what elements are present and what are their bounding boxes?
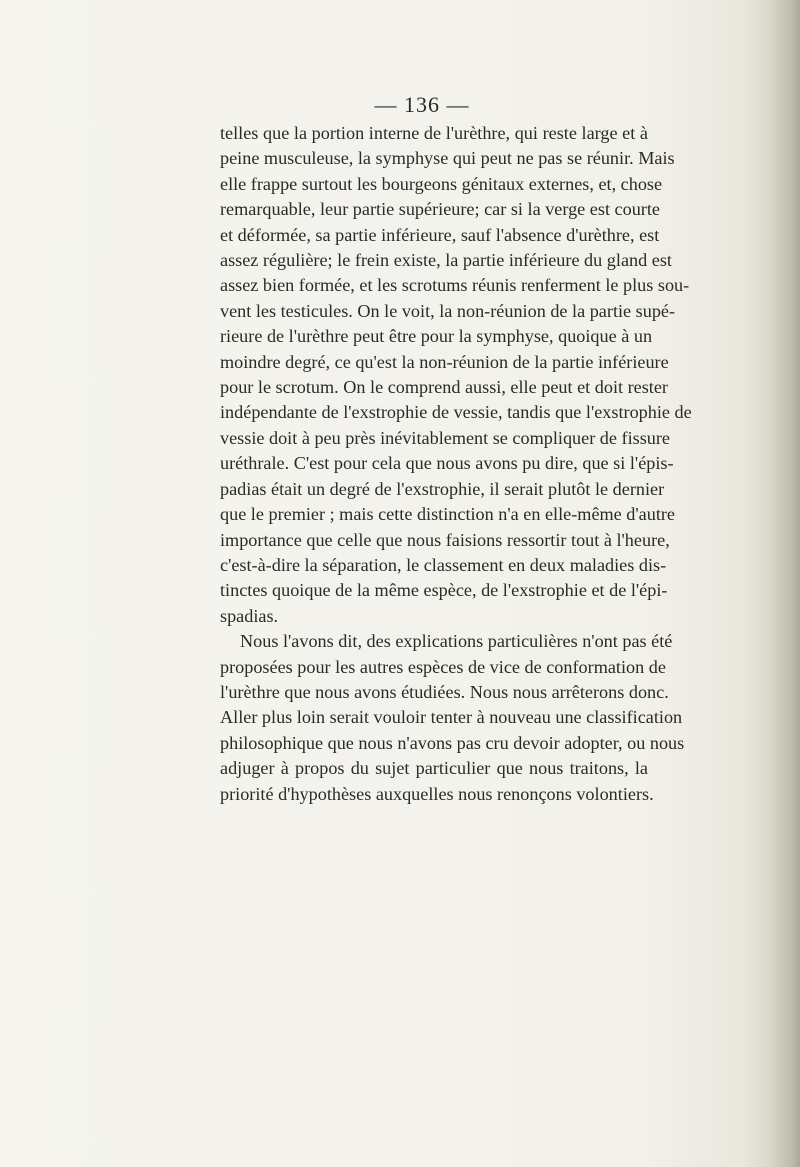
text-line: assez régulière; le frein existe, la partie inférieure du gland est: [220, 250, 672, 271]
paragraph-1: [220, 121, 692, 629]
text-line: remarquable, leur partie supérieure; car si la verge est courte: [220, 199, 660, 220]
text-line: elle frappe surtout les bourgeons génitaux externes, et, chose: [220, 173, 663, 194]
body-text: [220, 121, 692, 807]
text-line: moindre degré, ce qu'est la non-réunion de la partie inférieure: [220, 351, 669, 372]
text-line: uréthrale. C'est pour cela que nous avons pu dire, que si l'épis-: [220, 453, 674, 474]
text-line: Aller plus loin serait vouloir tenter à nouveau une classification: [220, 707, 683, 728]
text-line: rieure de l'urèthre peut être pour la symphyse, quoique à un: [220, 326, 653, 347]
text-line: l'urèthre que nous avons étudiées. Nous nous arrêterons donc.: [220, 681, 669, 702]
page-number: — 136 —: [374, 92, 470, 117]
text-line: vessie doit à peu près inévitablement se compliquer de fissure: [220, 427, 671, 448]
text-line: assez bien formée, et les scrotums réunis renferment le plus sou-: [220, 275, 690, 296]
text-line: peine musculeuse, la symphyse qui peut ne pas se réunir. Mais: [220, 148, 675, 169]
text-line: et déformée, sa partie inférieure, sauf l'absence d'urèthre, est: [220, 224, 660, 245]
text-line: philosophique que nous n'avons pas cru devoir adopter, ou nous: [220, 732, 685, 753]
text-line: importance que celle que nous faisions ressortir tout à l'heure,: [220, 529, 670, 550]
text-line: proposées pour les autres espèces de vice de conformation de: [220, 656, 666, 677]
text-line: vent les testicules. On le voit, la non-réunion de la partie supé-: [220, 300, 676, 321]
text-line: spadias.: [220, 605, 279, 626]
text-line: adjuger à propos du sujet particulier que nous traitons, la: [220, 758, 648, 779]
text-line: telles que la portion interne de l'urèthre, qui reste large et à: [220, 123, 648, 143]
page-edge-shadow: [770, 0, 800, 1167]
text-line: que le premier ; mais cette distinction n'a en elle-même d'autre: [220, 504, 675, 525]
paragraph-2: [220, 629, 685, 807]
text-line: priorité d'hypothèses auxquelles nous renonçons volontiers.: [220, 783, 654, 804]
text-line: tinctes quoique de la même espèce, de l'exstrophie et de l'épi-: [220, 580, 668, 601]
text-line: Nous l'avons dit, des explications particulières n'ont pas été: [240, 631, 673, 652]
text-line: indépendante de l'exstrophie de vessie, tandis que l'exstrophie de: [220, 402, 692, 423]
text-line: c'est-à-dire la séparation, le classement en deux maladies dis-: [220, 554, 667, 575]
text-line: pour le scrotum. On le comprend aussi, elle peut et doit rester: [220, 377, 668, 398]
text-line: padias était un degré de l'exstrophie, il serait plutôt le dernier: [220, 478, 665, 499]
